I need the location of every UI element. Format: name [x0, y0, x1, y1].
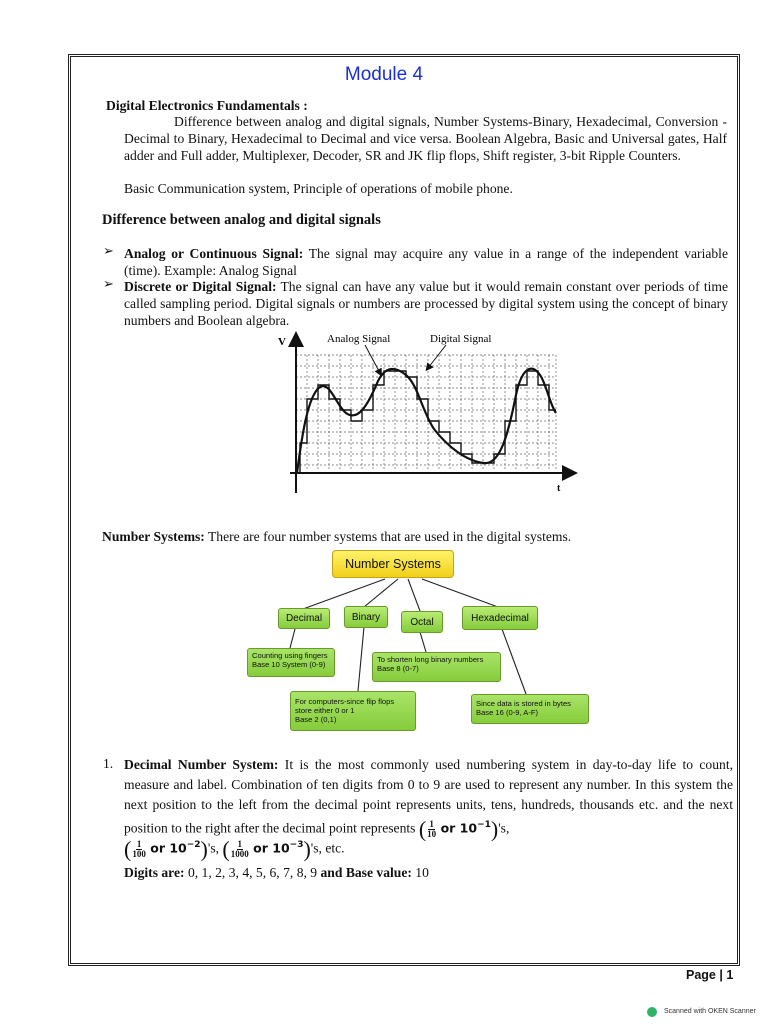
bullet-digital-term: Discrete or Digital Signal: — [124, 279, 277, 294]
scanner-logo-icon — [647, 1007, 657, 1017]
base-label: Base value: — [345, 865, 412, 880]
bullet-digital — [124, 278, 728, 329]
mindmap-note-decimal — [247, 648, 335, 677]
power-tenth: or 10 — [440, 820, 478, 836]
power-hundredth: or 10 — [150, 840, 187, 856]
mindmap-node-hexadecimal: Hexadecimal — [462, 606, 538, 630]
digital-signal-label: Digital Signal — [430, 333, 492, 345]
bullet-arrow-icon: ➢ — [103, 244, 114, 259]
bullet-analog — [124, 245, 728, 279]
mindmap-node-binary: Binary — [344, 606, 388, 628]
signal-figure — [270, 325, 580, 500]
digits-line — [124, 864, 429, 881]
exponent-hundredth: −2 — [186, 840, 201, 850]
digital-label-pointer — [428, 345, 446, 368]
fraction-tenth: $\frac{1}{10}$ — [427, 818, 437, 839]
syllabus-heading: Digital Electronics Fundamentals : — [106, 98, 308, 113]
v-axis-label: V — [278, 336, 286, 348]
analog-signal-label: Analog Signal — [327, 333, 391, 345]
decimal-fractions-line: ( $\frac{1}{100}$ or $10^{-2})'s$, ( $\frac{1}{1000}$ or $10^{-3})'s$, etc. — [124, 836, 345, 862]
mindmap-node-decimal: Decimal — [278, 608, 330, 629]
fraction-thousandth: $\frac{1}{1000}$ — [230, 838, 249, 859]
suffix-etc: 's, etc. — [310, 840, 345, 856]
bullet-digital-text: The signal can have any value but it would remain constant over periods of time called sampling period. Digital signals or numbers are processed by digital system using the concept of binary numbers and Boolean algebra. — [124, 279, 728, 328]
note-line: Base 2 (0,1) — [295, 715, 337, 724]
digits-value: 0, 1, 2, 3, 4, 5, 6, 7, 8, 9 — [187, 865, 318, 880]
decimal-paragraph: Decimal Number System: It is the most commonly used numbering system in day-to-day life to count, measure and label. Combination of ten digits from 0 to 9 are used to represent any number. In this system the next position to the left from the decimal point represents units, tens, hundreds, thousands etc. and the next position to the right after the decimal point represents ( $\frac{1}{10}$ or $10^{-1})'s$, — [124, 757, 733, 842]
note-line: Base 16 (0-9, A-F) — [476, 708, 539, 717]
base-value: 10 — [415, 865, 429, 880]
t-axis-label: t — [557, 483, 561, 494]
number-systems-text: There are four number systems that are used in the digital systems. — [208, 529, 572, 544]
exponent-thousandth: −3 — [289, 840, 304, 850]
note-line: store either 0 or 1 — [295, 706, 355, 715]
section-heading-signals: Difference between analog and digital signals — [102, 212, 381, 228]
scanner-watermark: Scanned with OKEN Scanner — [664, 1008, 756, 1015]
note-line: Base 8 (0-7) — [377, 664, 419, 673]
mindmap-note-hex — [471, 694, 589, 724]
number-systems-intro — [102, 528, 571, 545]
page-number: Page | 1 — [686, 968, 734, 982]
note-line: For computers-since flip flops — [295, 697, 395, 706]
mindmap-note-octal — [372, 652, 501, 682]
syllabus-line2: Basic Communication system, Principle of operations of mobile phone. — [124, 181, 513, 196]
exponent-tenth: −1 — [477, 820, 491, 830]
fraction-hundredth: $\frac{1}{100}$ — [132, 838, 146, 859]
decimal-item-number: 1. — [103, 756, 114, 771]
note-line: To shorten long binary numbers — [377, 655, 484, 664]
note-line: Counting using fingers — [252, 651, 328, 660]
bullet-analog-term: Analog or Continuous Signal: — [124, 246, 304, 261]
mindmap-note-binary — [290, 691, 416, 731]
decimal-term: Decimal Number System: — [124, 757, 279, 772]
note-line: Base 10 System (0-9) — [252, 660, 326, 669]
note-line: Since data is stored in bytes — [476, 699, 571, 708]
bullet-analog-text: The signal may acquire any value in a range of the independent variable (time). Example: Analog Signal — [124, 246, 728, 278]
digits-and: and — [320, 865, 343, 880]
bullet-arrow-icon: ➢ — [103, 277, 114, 292]
analog-label-pointer — [365, 345, 380, 373]
power-thousandth: or 10 — [253, 840, 290, 856]
digits-label: Digits are: — [124, 865, 185, 880]
module-title: Module 4 — [344, 64, 424, 85]
suffix-s: 's, — [498, 820, 510, 836]
suffix-s: 's, — [207, 840, 220, 856]
mindmap-root: Number Systems — [332, 550, 454, 578]
number-systems-term: Number Systems: — [102, 529, 205, 544]
decimal-text: It is the most commonly used numbering system in day-to-day life to count, measure and label. Combination of ten digits from 0 to 9 are used to represent any number. In this system the next position to the left from the decimal point represents units, tens, hundreds, thousands etc. and the next position to the right after the decimal point represents — [124, 757, 733, 836]
mindmap-node-octal: Octal — [401, 611, 443, 633]
syllabus-text: Difference between analog and digital signals, Number Systems-Binary, Hexadecimal, Conversion - Decimal to Binary, Hexadecimal to Decimal and vice versa. Boolean Algebra, Basic and Universal gates, Half adder and Full adder, Multiplexer, Decoder, SR and JK flip flops, Shift register, 3-bit Ripple Counters. — [124, 114, 727, 163]
